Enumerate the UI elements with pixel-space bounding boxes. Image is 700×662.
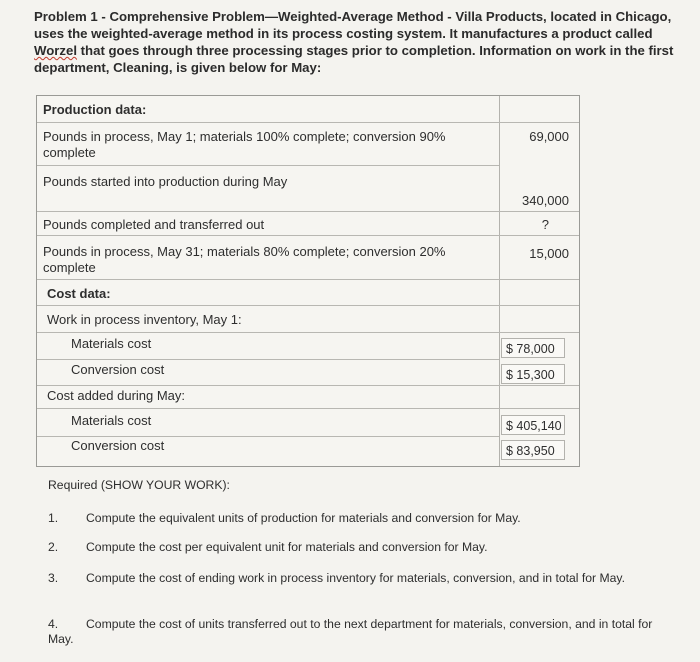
required-item-text: Compute the cost of ending work in process inventory for materials, conversion, and in total for May. (86, 571, 625, 585)
row-divider (37, 385, 579, 386)
intro-text-2: that goes through three processing stages prior to completion. Information on work in the first department, Cleaning, is given below for May: (34, 43, 674, 75)
required-item-number: 3. (48, 571, 59, 585)
required-item-3 (48, 571, 660, 586)
required-item-4 (48, 617, 660, 647)
column-divider (499, 96, 500, 466)
row-divider (37, 122, 579, 123)
row-divider (37, 165, 499, 166)
added-materials-label: Materials cost (71, 413, 152, 428)
added-conversion-value: $ 83,950 (501, 440, 565, 460)
row-pounds-in-process-may31-value: 15,000 (529, 246, 569, 261)
product-name: Worzel (34, 43, 77, 58)
required-item-number: 1. (48, 511, 59, 525)
required-item-text: Compute the cost of units transferred out to the next department for materials, conversion, and in total for May. (48, 617, 653, 646)
production-data-header: Production data: (43, 102, 147, 117)
wip-materials-value: $ 78,000 (501, 338, 565, 358)
wip-conversion-value: $ 15,300 (501, 364, 565, 384)
required-item-number: 4. (48, 617, 59, 631)
wip-inventory-header: Work in process inventory, May 1: (47, 312, 242, 327)
row-divider (37, 359, 499, 360)
added-materials-value: $ 405,140 (501, 415, 565, 435)
row-divider (37, 408, 579, 409)
row-divider (37, 332, 579, 333)
cost-data-header: Cost data: (47, 286, 111, 301)
required-item-text: Compute the cost per equivalent unit for materials and conversion for May. (86, 540, 488, 554)
row-divider (37, 235, 579, 236)
intro-text-1: - Villa Products, located in Chicago, uses the weighted-average method in its process costing system. It manufactures a product called (34, 9, 672, 41)
added-conversion-label: Conversion cost (71, 438, 165, 453)
row-pounds-in-process-may1-label: Pounds in process, May 1; materials 100% complete; conversion 90% complete (43, 129, 446, 160)
row-pounds-completed-label: Pounds completed and transferred out (43, 217, 265, 232)
required-item-text: Compute the equivalent units of production for materials and conversion for May. (86, 511, 521, 525)
row-divider (37, 211, 579, 212)
row-divider (37, 305, 579, 306)
required-item-1 (48, 511, 648, 526)
problem-intro (34, 8, 674, 76)
row-divider (37, 279, 579, 280)
row-pounds-started-label: Pounds started into production during May (43, 174, 288, 189)
row-divider (37, 436, 499, 437)
required-item-number: 2. (48, 540, 59, 554)
wip-materials-label: Materials cost (71, 336, 152, 351)
wip-conversion-label: Conversion cost (71, 362, 165, 377)
required-item-2 (48, 540, 648, 555)
row-pounds-in-process-may1-value: 69,000 (529, 129, 569, 144)
row-pounds-started-value: 340,000 (522, 193, 569, 208)
required-heading: Required (SHOW YOUR WORK): (48, 478, 230, 492)
data-table (36, 95, 580, 467)
problem-title: Problem 1 - Comprehensive Problem—Weighted-Average Method (34, 9, 444, 24)
row-pounds-in-process-may31-label: Pounds in process, May 31; materials 80% complete; conversion 20% complete (43, 244, 446, 275)
row-pounds-completed-value: ? (541, 217, 549, 232)
cost-added-header: Cost added during May: (47, 388, 186, 403)
